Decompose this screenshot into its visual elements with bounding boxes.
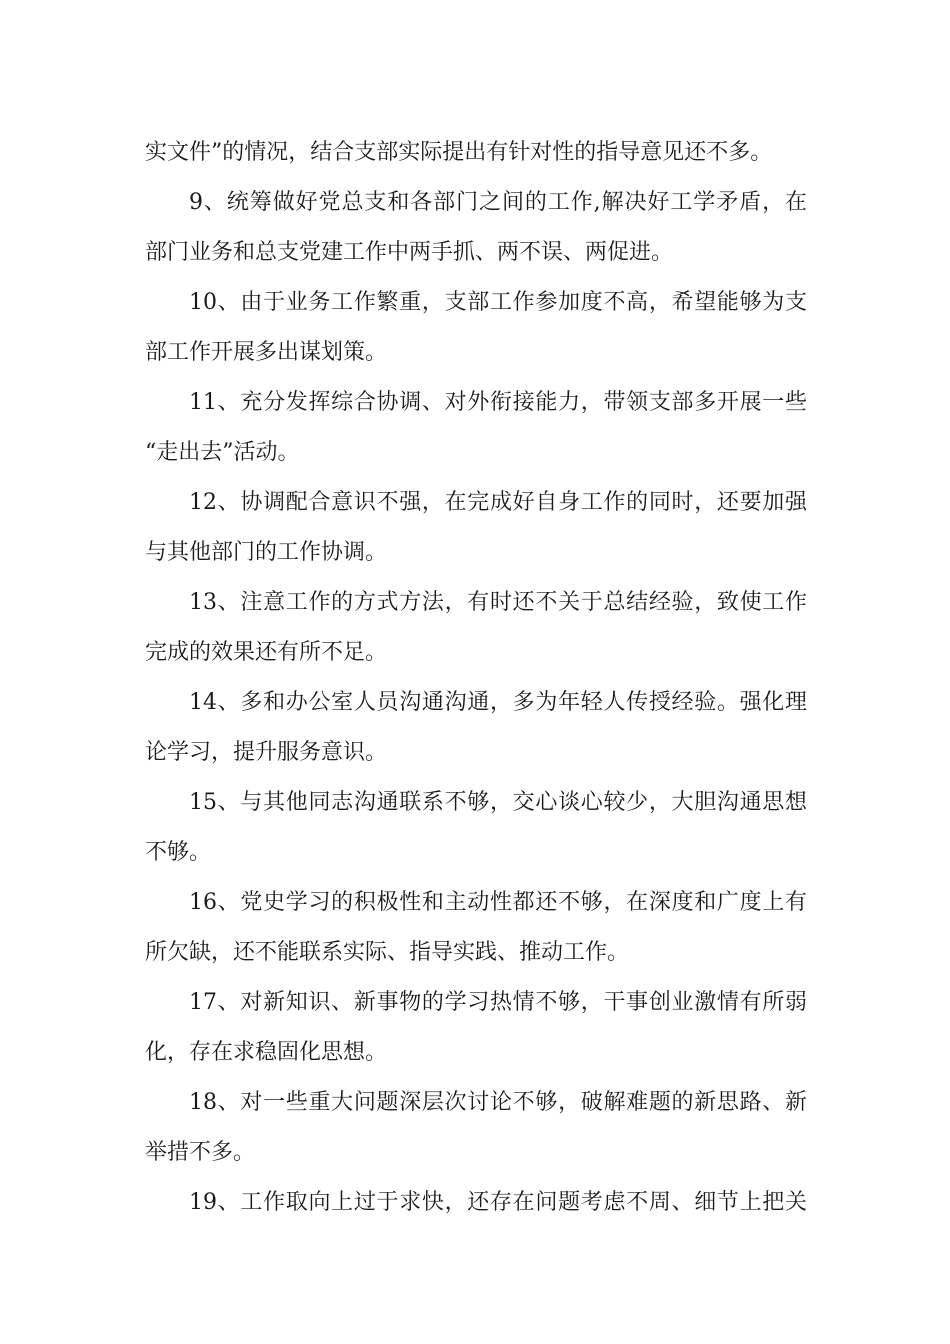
text-line: 19、工作取向上过于求快，还存在问题考虑不周、细节上把关: [189, 1190, 807, 1215]
document-body: [145, 128, 807, 1228]
text-line: 18、对一些重大问题深层次讨论不够，破解难题的新思路、新: [189, 1090, 807, 1115]
text-line: 10、由于业务工作繁重，支部工作参加度不高，希望能够为支: [189, 290, 807, 315]
text-line: 部工作开展多出谋划策。: [145, 340, 388, 365]
text-line: 17、对新知识、新事物的学习热情不够，干事创业激情有所弱: [189, 990, 807, 1015]
text-line: 所欠缺，还不能联系实际、指导实践、推动工作。: [145, 940, 630, 965]
text-line: 13、注意工作的方式方法，有时还不关于总结经验，致使工作: [189, 590, 807, 615]
text-line: 不够。: [145, 840, 212, 865]
text-line: 14、多和办公室人员沟通沟通，多为年轻人传授经验。强化理: [189, 690, 807, 715]
text-line: 举措不多。: [145, 1140, 256, 1165]
text-line: 完成的效果还有所不足。: [145, 640, 388, 665]
text-line: 15、与其他同志沟通联系不够，交心谈心较少，大胆沟通思想: [189, 790, 807, 815]
text-line: 与其他部门的工作协调。: [145, 540, 388, 565]
text-line: 部门业务和总支党建工作中两手抓、两不误、两促进。: [145, 240, 674, 265]
text-line: 16、党史学习的积极性和主动性都还不够，在深度和广度上有: [189, 890, 807, 915]
text-line: 12、协调配合意识不强，在完成好自身工作的同时，还要加强: [189, 490, 807, 515]
text-line: 9、统筹做好党总支和各部门之间的工作,解决好工学矛盾，在: [189, 190, 807, 215]
text-line: 11、充分发挥综合协调、对外衔接能力，带领支部多开展一些: [189, 390, 807, 415]
text-line: 化，存在求稳固化思想。: [145, 1040, 388, 1065]
text-line: 实文件”的情况，结合支部实际提出有针对性的指导意见还不多。: [145, 140, 773, 165]
text-line: 论学习，提升服务意识。: [145, 740, 388, 765]
text-line: “走出去”活动。: [145, 440, 300, 465]
